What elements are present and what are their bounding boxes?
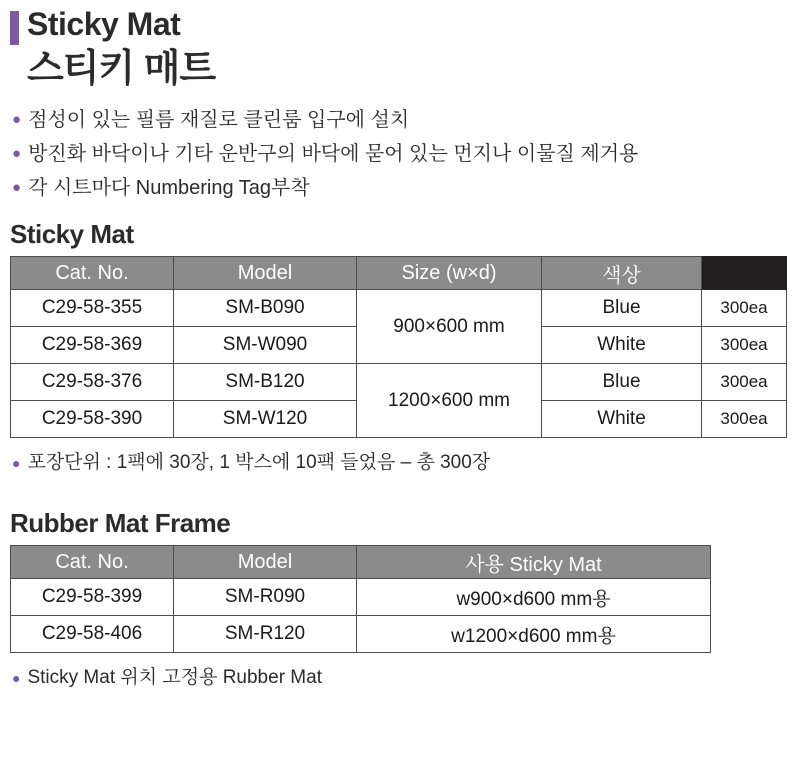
column-header-model: Model (174, 546, 357, 579)
table-row (11, 290, 787, 327)
title-korean: 스티키 매트 (27, 48, 216, 90)
bullet-text: 방진화 바닥이나 기타 운반구의 바닥에 묻어 있는 먼지나 이물질 제거용 (28, 143, 639, 165)
cell-cat-no: C29-58-369 (11, 327, 174, 364)
cell-cat-no: C29-58-355 (11, 290, 174, 327)
cell-cat-no: C29-58-390 (11, 401, 174, 438)
section-spacer (0, 478, 800, 494)
cell-qty: 300ea (702, 327, 787, 364)
section-heading-sticky-mat: Sticky Mat (10, 219, 134, 249)
title-english: Sticky Mat (27, 6, 181, 42)
cell-qty: 300ea (702, 290, 787, 327)
cell-use: w1200×d600 mm용 (357, 616, 711, 653)
page-title (10, 6, 800, 45)
bullet-dot-icon: ● (12, 179, 22, 196)
bullet-dot-icon: ● (12, 111, 22, 128)
cell-size: 1200×600 mm (357, 364, 542, 438)
product-datasheet-page (0, 6, 800, 776)
cell-model: SM-B090 (174, 290, 357, 327)
title-accent-bar (10, 11, 19, 45)
list-item (12, 137, 800, 171)
table-row (11, 579, 711, 616)
cell-color: White (542, 327, 702, 364)
cell-cat-no: C29-58-406 (11, 616, 174, 653)
column-header-color: 색상 (542, 257, 702, 290)
list-item (12, 103, 800, 137)
cell-model: SM-W120 (174, 401, 357, 438)
rubber-mat-note (12, 663, 800, 693)
note-text: Sticky Mat 위치 고정용 Rubber Mat (27, 667, 322, 688)
list-item (12, 171, 800, 205)
cell-color: Blue (542, 364, 702, 401)
table-header-row (11, 546, 711, 579)
sticky-mat-note (12, 448, 800, 478)
cell-cat-no: C29-58-399 (11, 579, 174, 616)
column-header-model: Model (174, 257, 357, 290)
cell-color: White (542, 401, 702, 438)
cell-use: w900×d600 mm용 (357, 579, 711, 616)
cell-size: 900×600 mm (357, 290, 542, 364)
feature-bullet-list (12, 103, 800, 205)
cell-model: SM-B120 (174, 364, 357, 401)
bullet-dot-icon: ● (12, 145, 22, 162)
table-header-row (11, 257, 787, 290)
cell-model: SM-R090 (174, 579, 357, 616)
column-header-cat-no: Cat. No. (11, 257, 174, 290)
cell-qty: 300ea (702, 401, 787, 438)
bullet-text: 각 시트마다 Numbering Tag부착 (28, 177, 310, 199)
note-text: 포장단위 : 1팩에 30장, 1 박스에 10팩 들었음 – 총 300장 (27, 452, 491, 473)
bullet-dot-icon: ● (12, 670, 21, 686)
column-header-use: 사용 Sticky Mat (357, 546, 711, 579)
cell-color: Blue (542, 290, 702, 327)
cell-cat-no: C29-58-376 (11, 364, 174, 401)
bullet-text: 점성이 있는 필름 재질로 클린룸 입구에 설치 (28, 109, 410, 131)
column-header-qty (702, 257, 787, 290)
table-row (11, 364, 787, 401)
column-header-size: Size (w×d) (357, 257, 542, 290)
sticky-mat-table (10, 256, 787, 438)
table-row (11, 616, 711, 653)
bullet-dot-icon: ● (12, 455, 21, 471)
column-header-cat-no: Cat. No. (11, 546, 174, 579)
cell-model: SM-W090 (174, 327, 357, 364)
section-heading-rubber-mat-frame: Rubber Mat Frame (10, 508, 231, 538)
cell-model: SM-R120 (174, 616, 357, 653)
cell-qty: 300ea (702, 364, 787, 401)
rubber-mat-frame-table (10, 545, 711, 653)
